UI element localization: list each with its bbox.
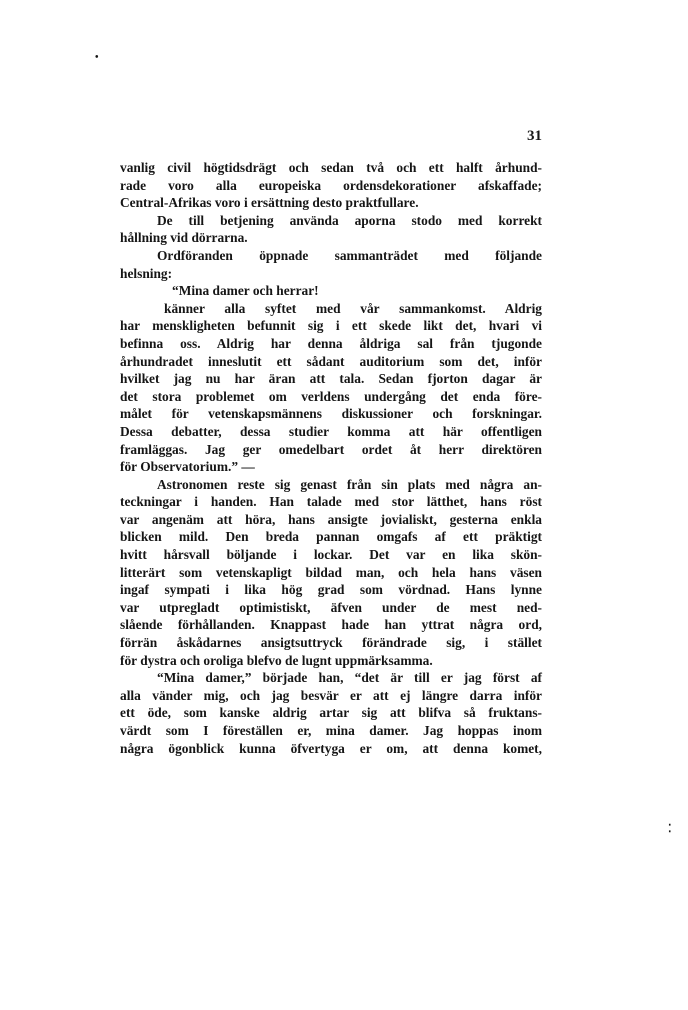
text-line: befinna oss. Aldrig har denna åldriga sal från tjugonde xyxy=(120,335,542,351)
text-line: var angenäm att höra, hans ansigte jovialiskt, gesterna enkla xyxy=(120,511,542,527)
text-line: rade voro alla europeiska ordensdekorationer afskaffade; xyxy=(120,177,542,193)
text-line: Central-Afrikas voro i ersättning desto praktfullare. xyxy=(120,195,419,211)
text-line: Astronomen reste sig genast från sin plats med några an- xyxy=(157,476,542,492)
paragraph xyxy=(120,159,542,212)
print-speck: • xyxy=(95,52,99,63)
body-text xyxy=(120,159,542,757)
page-number: 31 xyxy=(527,128,542,144)
text-line: Ordföranden öppnade sammanträdet med följande xyxy=(157,247,542,263)
text-line: hvilket jag nu har äran att tala. Sedan fjorton dagar är xyxy=(120,371,542,387)
paragraph xyxy=(120,282,542,300)
text-line: det stora problemet om verldens undergång det enda före- xyxy=(120,388,542,404)
paragraph xyxy=(120,212,542,247)
paragraph xyxy=(120,300,542,476)
print-speck: ⁚ xyxy=(668,823,672,835)
text-line: framläggas. Jag ger omedelbart ordet åt herr direktören xyxy=(120,441,542,457)
text-line: slående förhållanden. Knappast hade han yttrat några ord, xyxy=(120,617,542,633)
text-line: vanlig civil högtidsdrägt och sedan två och ett halft århund- xyxy=(120,160,542,175)
text-line: målet för vetenskapsmännens diskussioner och forskningar. xyxy=(120,406,542,422)
text-line: värdt som I föreställen er, mina damer. Jag hoppas inom xyxy=(120,723,542,738)
text-line: De till betjening använda aporna stodo med korrekt xyxy=(157,212,542,228)
text-line: alla vänder mig, och jag besvär er att ej längre darra inför xyxy=(120,687,542,703)
text-line: känner alla syftet med vår sammankomst. Aldrig xyxy=(164,300,542,316)
text-line: några ögonblick kunna öfvertyga er om, att denna komet, xyxy=(120,740,542,756)
text-line: “Mina damer och herrar! xyxy=(172,283,319,299)
paragraph xyxy=(120,247,542,282)
text-line: för Observatorium.” — xyxy=(120,459,255,475)
text-line: hållning vid dörrarna. xyxy=(120,230,248,246)
text-line: hvitt hårsvall böljande i lockar. Det var en lika skön- xyxy=(120,547,542,563)
text-line: blicken mild. Den breda pannan omgafs af ett präktigt xyxy=(120,529,542,545)
text-line: litterärt som vetenskapligt bildad man, och hela hans väsen xyxy=(120,564,542,580)
paragraph xyxy=(120,476,542,670)
text-line: var utpregladt optimistiskt, äfven under de mest ned- xyxy=(120,599,542,615)
text-line: helsning: xyxy=(120,265,173,281)
text-line: ett öde, som kanske aldrig artar sig att blifva så fruktans- xyxy=(120,705,542,721)
text-line: förrän åskådarnes ansigtsuttryck förändrade sig, i stället xyxy=(120,635,542,651)
text-line: Dessa debatter, dessa studier komma att här offentligen xyxy=(120,423,542,439)
paragraph xyxy=(120,669,542,757)
text-line: har menskligheten befunnit sig i ett skede likt det, hvari vi xyxy=(120,318,542,334)
text-line: “Mina damer,” började han, “det är till er jag först af xyxy=(157,670,542,686)
text-line: århundradet inneslutit ett sådant auditorium som det, inför xyxy=(120,353,542,369)
text-line: teckningar i handen. Han talade med stor lätthet, hans röst xyxy=(120,494,542,510)
text-line: för dystra och oroliga blefvo de lugnt uppmärksamma. xyxy=(120,652,433,668)
text-line: ingaf sympati i lika hög grad som vördnad. Hans lynne xyxy=(120,582,542,598)
